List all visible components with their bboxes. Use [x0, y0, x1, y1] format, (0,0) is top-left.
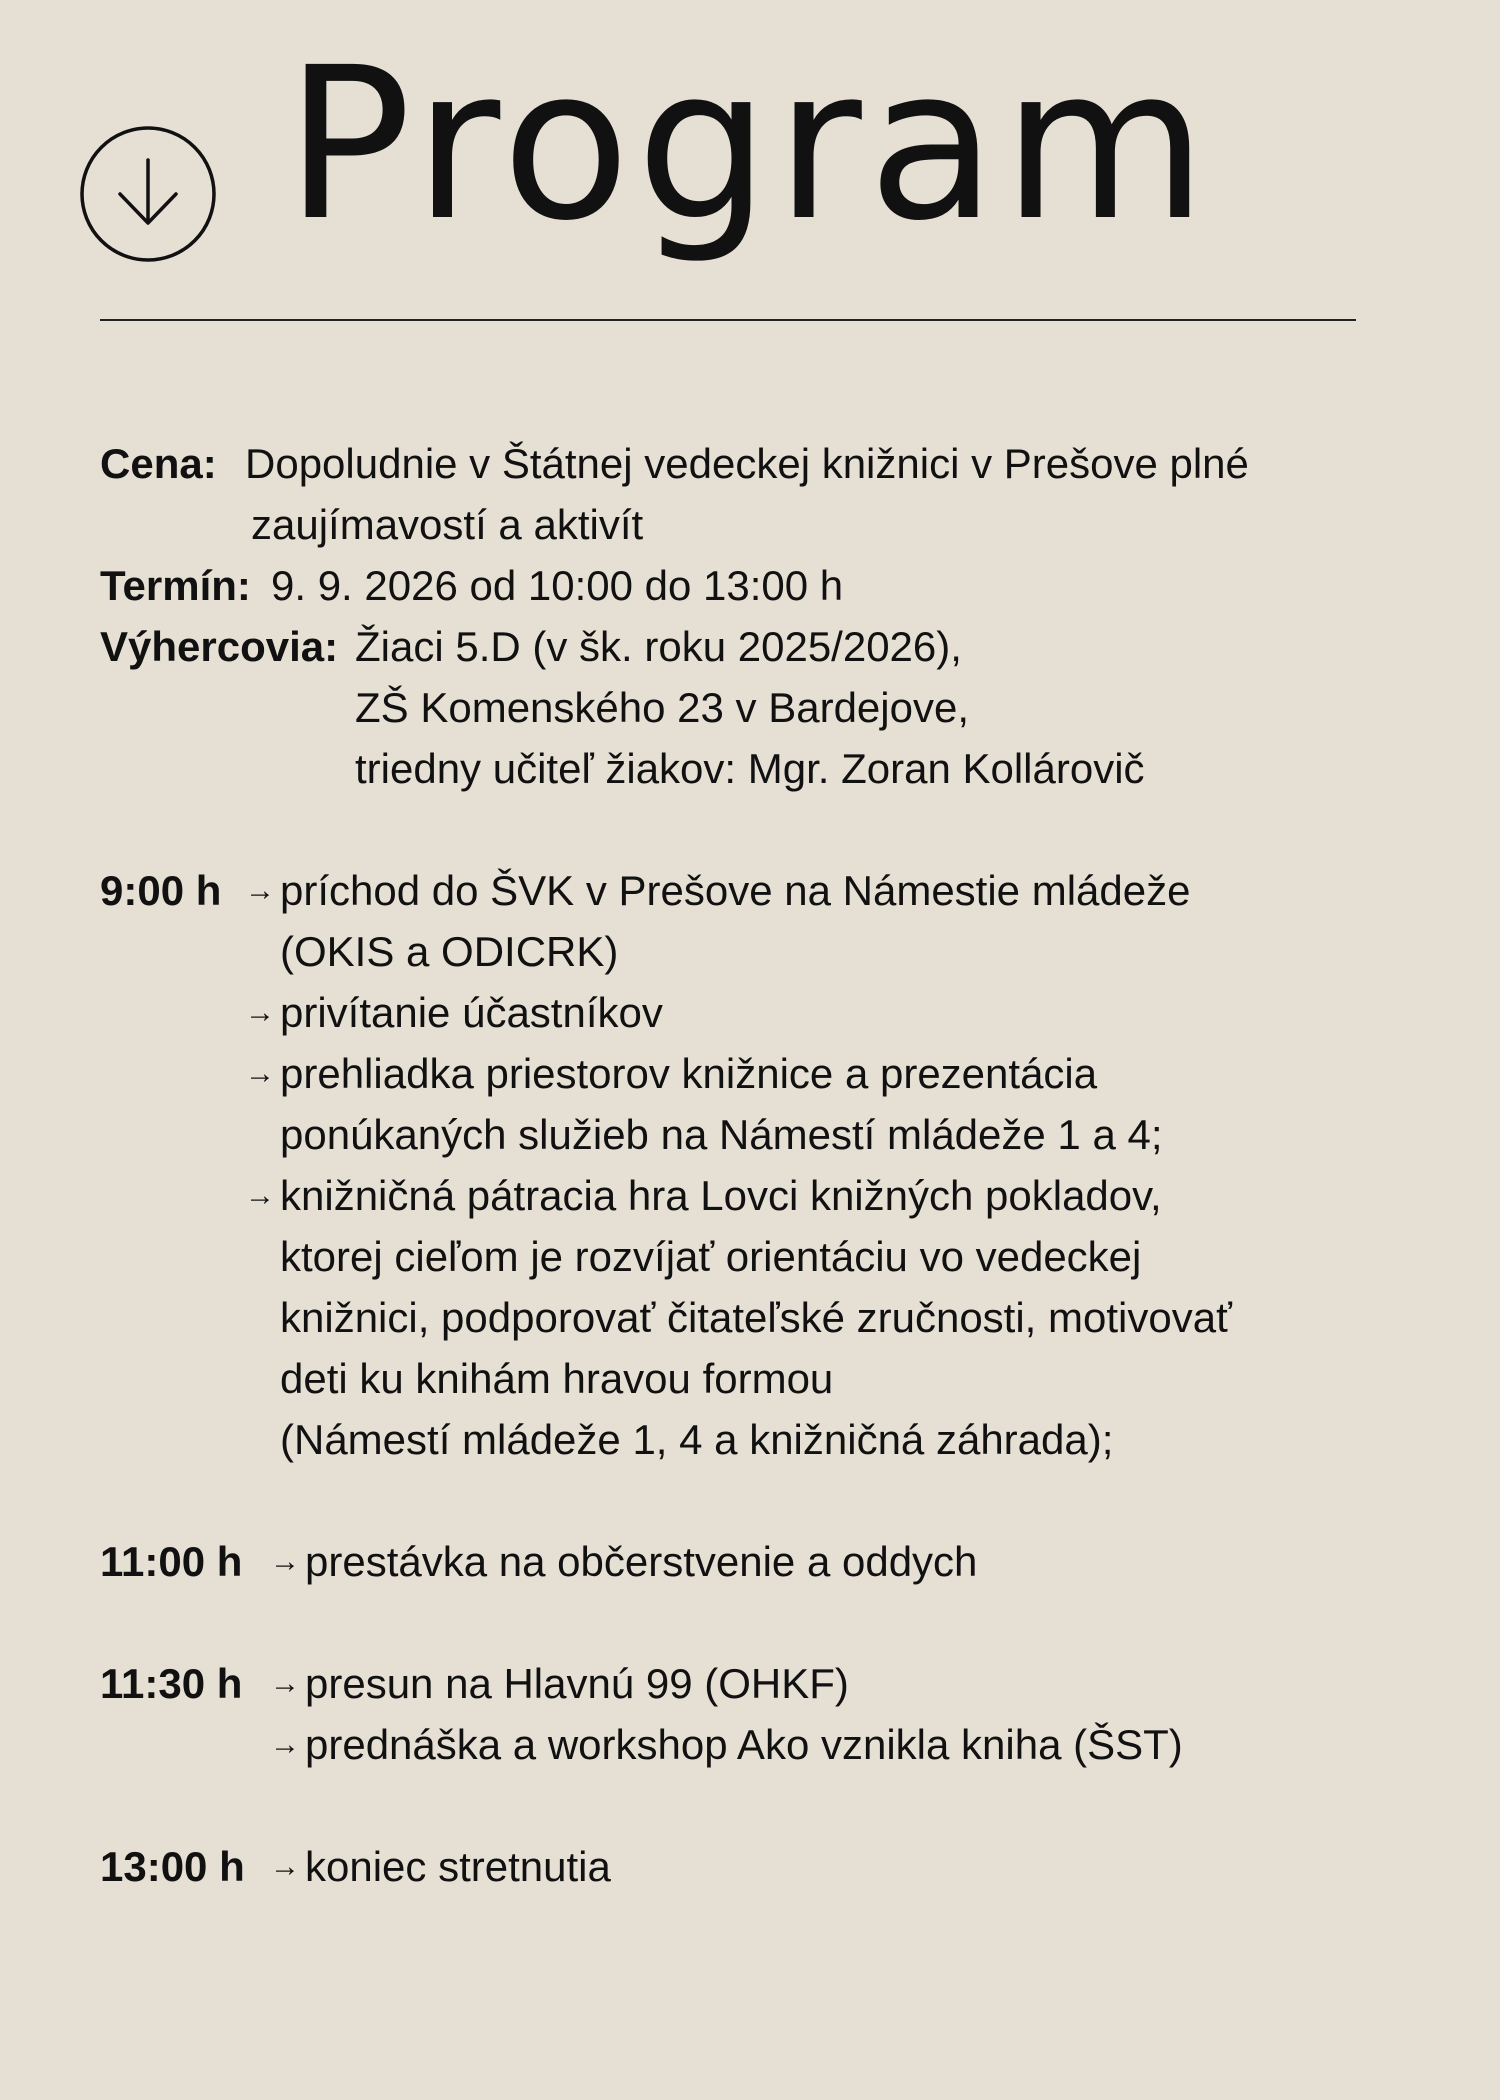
schedule-line: prehliadka priestorov knižnice a prezentácia	[280, 1050, 1098, 1097]
cena-label: Cena:	[100, 440, 217, 487]
vyhercovia-line: ZŠ Komenského 23 v Bardejove,	[355, 684, 970, 731]
schedule-item	[240, 1043, 1380, 1165]
schedule-items	[265, 1653, 1380, 1775]
vyhercovia-row	[100, 616, 1380, 799]
vyhercovia-line: triedny učiteľ žiakov: Mgr. Zoran Kollárovič	[355, 745, 1145, 792]
page-title: Program	[285, 22, 1214, 267]
schedule-line: privítanie účastníkov	[280, 989, 663, 1036]
cena-line: Dopoludnie v Štátnej vedeckej knižnici v Prešove plné	[245, 440, 1249, 487]
schedule-line: knižničná pátracia hra Lovci knižných pokladov,	[280, 1172, 1162, 1219]
title-divider	[100, 319, 1356, 321]
schedule-block	[100, 1836, 1380, 1897]
schedule-line: presun na Hlavnú 99 (OHKF)	[305, 1660, 849, 1707]
termin-value: 9. 9. 2026 od 10:00 do 13:00 h	[271, 562, 844, 609]
schedule-line: (OKIS a ODICRK)	[280, 928, 619, 975]
termin-row	[100, 555, 1380, 616]
cena-value	[245, 433, 1380, 555]
schedule-item	[265, 1714, 1380, 1775]
vyhercovia-label: Výhercovia:	[100, 623, 339, 670]
schedule-line: koniec stretnutia	[305, 1843, 611, 1890]
arrow-right-icon: →	[270, 1545, 300, 1578]
arrow-right-icon: →	[270, 1728, 300, 1761]
schedule-line: prednáška a workshop Ako vznikla kniha (ŠST)	[305, 1721, 1183, 1768]
schedule-item	[265, 1836, 1380, 1897]
schedule-item	[265, 1531, 1380, 1592]
program-content	[100, 433, 1380, 1897]
arrow-right-icon: →	[270, 1667, 300, 1700]
schedule-line: ponúkaných služieb na Námestí mládeže 1 a 4;	[280, 1111, 1163, 1158]
schedule-items	[265, 1531, 1380, 1592]
schedule-time: 9:00 h	[100, 867, 222, 914]
arrow-right-icon: →	[245, 996, 275, 1029]
schedule-line: (Námestí mládeže 1, 4 a knižničná záhrada);	[280, 1416, 1114, 1463]
schedule-block	[100, 860, 1380, 1470]
schedule-block	[100, 1531, 1380, 1592]
schedule-item	[240, 860, 1380, 982]
schedule-block	[100, 1653, 1380, 1775]
cena-line: zaujímavostí a aktivít	[251, 501, 644, 548]
arrow-right-icon: →	[245, 874, 275, 907]
schedule-line: knižnici, podporovať čitateľské zručnosti, motivovať	[280, 1294, 1232, 1341]
termin-label: Termín:	[100, 562, 251, 609]
arrow-right-icon: →	[245, 1057, 275, 1090]
arrow-right-icon: →	[270, 1850, 300, 1883]
schedule-item	[240, 1165, 1380, 1470]
schedule-line: prestávka na občerstvenie a oddych	[305, 1538, 978, 1585]
schedule-items	[240, 860, 1380, 1470]
schedule-line: deti ku knihám hravou formou	[280, 1355, 834, 1402]
schedule-item	[265, 1653, 1380, 1714]
schedule-line: príchod do ŠVK v Prešove na Námestie mládeže	[280, 867, 1191, 914]
schedule-time: 11:00 h	[100, 1538, 243, 1585]
schedule-time: 13:00 h	[100, 1843, 245, 1890]
cena-row	[100, 433, 1380, 555]
schedule-time: 11:30 h	[100, 1660, 243, 1707]
arrow-right-icon: →	[245, 1179, 275, 1212]
schedule-items	[265, 1836, 1380, 1897]
schedule-item	[240, 982, 1380, 1043]
vyhercovia-line: Žiaci 5.D (v šk. roku 2025/2026),	[355, 623, 962, 670]
schedule-line: ktorej cieľom je rozvíjať orientáciu vo vedeckej	[280, 1233, 1142, 1280]
circle-arrow-down-icon	[78, 124, 218, 264]
vyhercovia-value	[355, 616, 1380, 799]
